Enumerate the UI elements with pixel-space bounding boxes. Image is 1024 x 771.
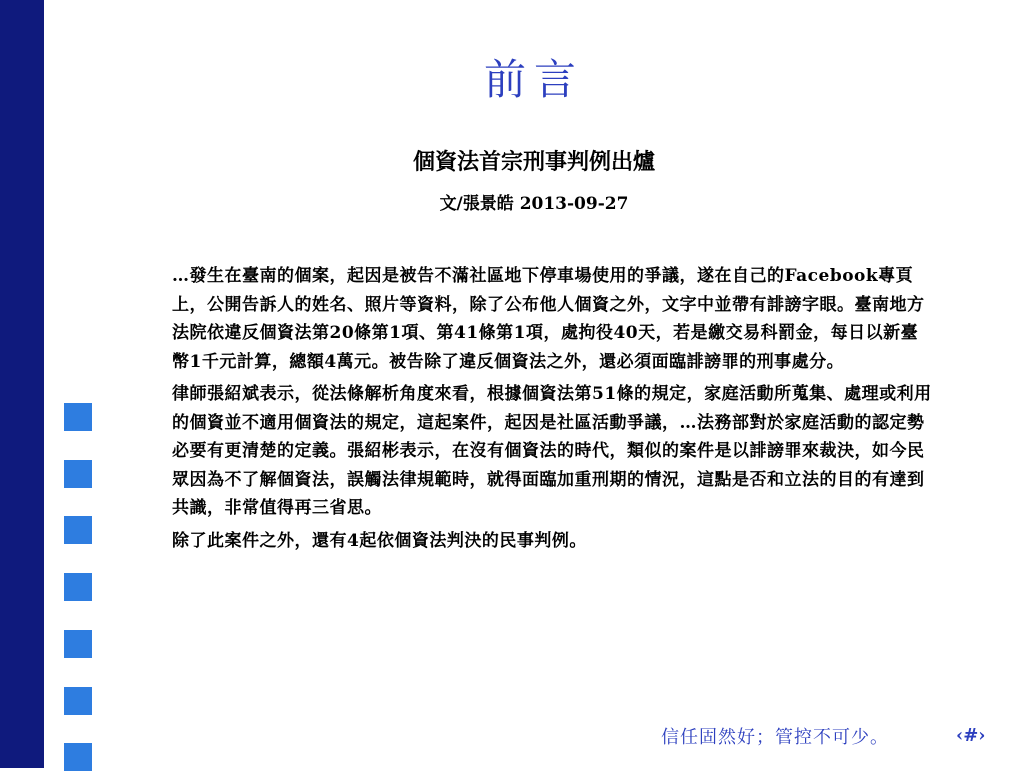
article-headline: 個資法首宗刑事判例出爐: [412, 149, 655, 175]
page-number: ‹#›: [956, 725, 986, 746]
article-body: [172, 262, 934, 559]
sidebar-bar: [0, 0, 44, 768]
footer-slogan: 信任固然好；管控不可少。: [661, 727, 889, 748]
slide-title: 前言: [483, 55, 584, 104]
paragraph-other-cases: 除了此案件之外，還有4起依個資法判決的民事判例。: [172, 530, 587, 551]
decorative-square: [64, 687, 92, 715]
paragraph-case: …發生在臺南的個案，起因是被告不滿社區地下停車場使用的爭議，遂在自己的Facebook專頁上，公開告訴人的姓名、照片等資料，除了公布他人個資之外，文字中並帶有誹謗字眼。臺南地方法院依違反個資法第20條第1項、第41條第1項，處拘役40天，若是繳交易科罰金，每日以新臺幣1千元計算，總額4萬元。被告除了違反個資法之外，還必須面臨誹謗罪的刑事處分。: [172, 266, 925, 372]
decorative-square: [64, 403, 92, 431]
article-byline: 文/張景皓 2013-09-27: [439, 194, 629, 214]
decorative-square: [64, 743, 92, 771]
decorative-square: [64, 516, 92, 544]
decorative-square: [64, 630, 92, 658]
decorative-square: [64, 460, 92, 488]
paragraph-lawyer-comment: 律師張紹斌表示，從法條解析角度來看，根據個資法第51條的規定，家庭活動所蒐集、處理或利用的個資並不適用個資法的規定，這起案件，起因是社區活動爭議，…法務部對於家庭活動的認定勢必要有更清楚的定義。張紹彬表示，在沒有個資法的時代，類似的案件是以誹謗罪來裁決，如今民眾因為不了解個資法，誤觸法律規範時，就得面臨加重刑期的情況，這點是否和立法的目的有達到共識，非常值得再三省思。: [172, 384, 932, 518]
decorative-square: [64, 573, 92, 601]
